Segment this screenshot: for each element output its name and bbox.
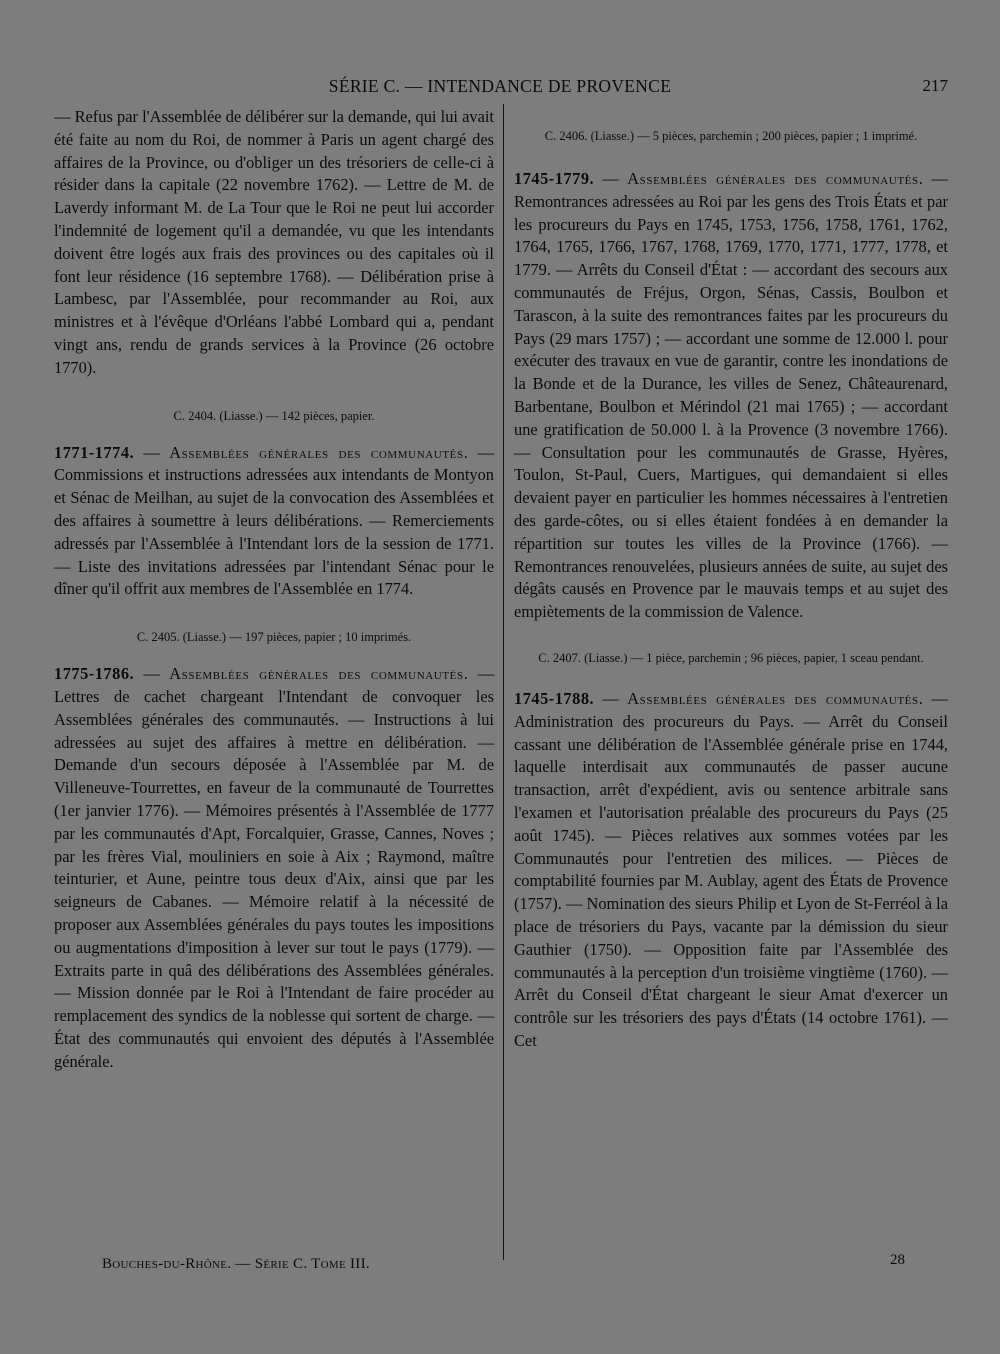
archive-entry xyxy=(54,663,494,1073)
archive-reference: C. 2406. (Liasse.) — 5 pièces, parchemin ; 200 pièces, papier ; 1 imprimé. xyxy=(544,129,918,143)
page-footer: Bouches-du-Rhône. — Série C. Tome III. xyxy=(102,1256,370,1272)
archive-reference: C. 2405. (Liasse.) — 197 pièces, papier ; 10 imprimés. xyxy=(136,630,412,645)
entry-dates: 1745-1788. xyxy=(514,688,595,708)
entry-dates: 1745-1779. xyxy=(514,169,595,188)
left-column xyxy=(54,106,494,1073)
entry-heading: — Assemblées générales des communautés. xyxy=(143,664,469,684)
entry-heading: — Assemblées générales des communautés. xyxy=(143,442,469,462)
archive-reference: C. 2407. (Liasse.) — 1 pièce, parchemin ; 96 pièces, papier, 1 sceau pendant. xyxy=(538,650,924,665)
entry-text: — Administration des procureurs du Pays. — Arrêt du Conseil cassant une délibération de l'Assemblée générale prise en 1744, laquelle interdisait aux communautés de passer aucune transaction, arrêt d'expédient, avis ou sentence arbitrale sans l'examen et l'autorisation préalable des procureurs du Pays (25 août 1745). — Pièces relatives aux sommes votées par les Communautés pour l'entretien des milices. — Pièces de comptabilité fournies par M. Aublay, agent des États de Provence (1757). — Nomination des sieurs Philip et Lyon de St-Ferréol à la place de trésoriers du Pays, vacante par la démission du sieur Gauthier (1750). — Opposition faite par l'Assemblée des communautés à la perception d'un troisième vingtième (1760). — Arrêt du Conseil d'État chargeant le sieur Amat d'exercer un contrôle sur les trésoriers des pays d'États (14 octobre 1761). — Cet xyxy=(514,688,948,1050)
sheet-number: 28 xyxy=(890,1252,905,1268)
archive-entry xyxy=(54,442,494,602)
archive-entry xyxy=(514,168,948,624)
continued-text: — Refus par l'Assemblée de délibérer sur la demande, qui lui avait été faite au nom du Roi, de nommer à Paris un agent chargé des affaires de la Province, ou d'obliger un des trésoriers de celle-ci à résider dans la capitale (22 novembre 1762). — Lettre de M. de Laverdy informant M. de La Tour que le Roi ne peut lui accorder l'indemnité de logement qu'il a demandée, vu que les intendants doivent être logés aux frais des provinces ou des capitales où il font leur résidence (16 septembre 1768). — Délibération prise à Lambesc, par l'Assemblée, pour recommander au Roi, aux ministres et à l'évêque d'Orléans l'abbé Lombard qui a, pendant vingt ans, rendu de grands services à la Province (26 octobre 1770). xyxy=(54,107,494,377)
page-number: 217 xyxy=(922,76,948,95)
archive-reference: C. 2404. (Liasse.) — 142 pièces, papier. xyxy=(173,408,375,423)
entry-text: — Lettres de cachet chargeant l'Intendant de convoquer les Assemblées générales des communautés. — Instructions à lui adressées au sujet des affaires à mettre en délibération. — Demande d'un secours déposée à l'Assemblée par M. de Villeneuve-Tourrettes, en faveur de la communauté de Tourrettes (1er janvier 1776). — Mémoires présentés à l'Assemblée de 1777 par les communautés d'Apt, Forcalquier, Grasse, Cannes, Noves ; par les frères Vial, mouliniers en soie à Aix ; Raymond, maître teinturier, et Aune, peintre tous deux d'Aix, ainsi que par les seigneurs de Cabanes. — Mémoire relatif à la nécessité de proposer aux Assemblées générales du pays toutes les impositions ou augmentations d'imposition à lever sur tout le pays (1779). — Extraits parte in quâ des délibérations des Assemblées générales. — Mission donnée par le Roi à l'Intendant de faire procéder au remplacement des syndics de la noblesse qui sortent de charge. — État des communautés qui envoient des députés à l'Assemblée générale. xyxy=(54,664,494,1071)
entry-heading: — Assemblées générales des communautés. xyxy=(602,169,924,188)
entry-dates: 1775-1786. xyxy=(54,664,135,684)
entry-dates: 1771-1774. xyxy=(54,442,135,462)
entry-text: — Remontrances adressées au Roi par les gens des Trois États et par les procureurs du Pays en 1745, 1753, 1756, 1758, 1761, 1762, 1764, 1765, 1766, 1767, 1768, 1769, 1770, 1771, 1777, 1778, et 1779. — Arrêts du Conseil d'État : — accordant des secours aux communautés de Fréjus, Orgon, Sénas, Cassis, Boulbon et Tarascon, à la suite des remontrances faites par les procureurs du Pays (29 mars 1757) ; — accordant une somme de 12.000 l. pour exécuter des travaux en vue de garantir, contre les inondations de la Bonde et de la Durance, les villes de Senez, Châteaurenard, Barbentane, Boulbon et Mérindol (21 mai 1765) ; — accordant une gratification de 50.000 l. à la Provence (3 novembre 1766). — Consultation pour les communautés de Grasse, Hyères, Toulon, St-Paul, Cuers, Martigues, qui demandaient si elles devaient payer en particulier les hommes nécessaires à l'entretien des garde-côtes, ou si elles étaient fondées à en demander la répartition sur toutes les villes de la Province (1766). — Remontrances renouvelées, plusieurs années de suite, au sujet des dégâts causés en Provence par le mauvais temps et au sujet des empiètements de la commission de Valence. xyxy=(514,169,948,622)
running-title: SÉRIE C. — INTENDANCE DE PROVENCE xyxy=(328,76,672,96)
entry-heading: — Assemblées générales des communautés. xyxy=(602,688,924,708)
archive-entry xyxy=(514,688,948,1053)
page-header xyxy=(0,76,1000,100)
entry-text: — Commissions et instructions adressées aux intendants de Montyon et Sénac de Meilhan, au sujet de la convocation des Assemblées et des affaires à soumettre à leurs délibérations. — Remerciements adressés par l'Assemblée à l'Intendant lors de la session de 1771. — Liste des invitations adressées par l'intendant Sénac pour le dîner qu'il offrit aux membres de l'Assemblée en 1774. xyxy=(54,442,494,599)
right-column xyxy=(514,126,948,1053)
column-divider xyxy=(503,104,504,1260)
